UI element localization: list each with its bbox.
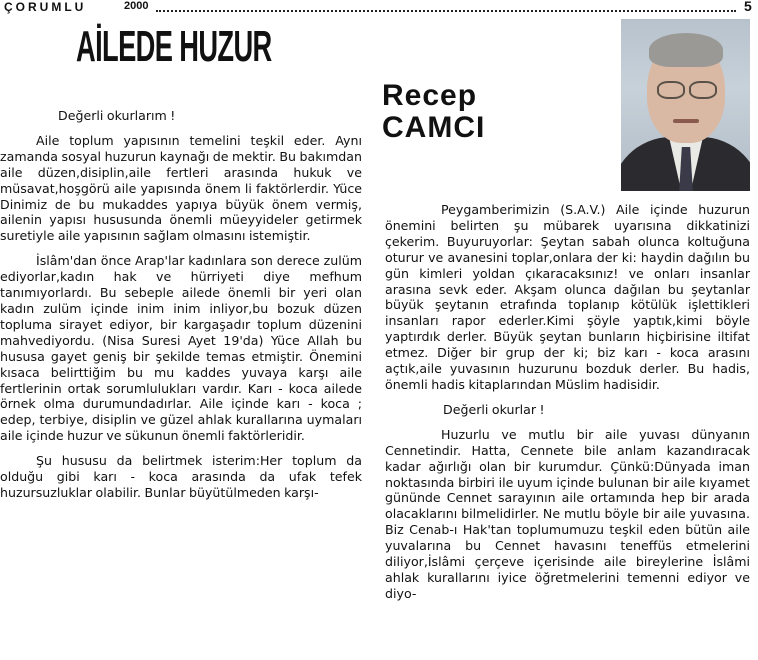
paragraph: Huzurlu ve mutlu bir aile yuvası dünyanın Cennetindir. Hatta, Cennete bile anlam kazandıracak kadar ağırlığı olan bir kurumdur. Çünkü:Dünyada iman noktasında birbiri ile uyum içinde bulunan bir aile kıyamet gününde Cennet sarayının aile ortamında hep bir arada olacaklarını bilmelidirler. Ne mutlu böyle bir aile yuvasına. Biz Cenab-ı Hak'tan toplumumuzu teşkil eden bütün aile yuvalarına bu Cennet havasını teneffüs etmelerini diliyor,İslâmi çerçeve içerisinde aile bireylerine İslâmi ahlak kurallarını iyice öğretmelerini temenni ediyor ve diyo- [385,426,750,601]
author-name [382,80,485,144]
issue-year: 2000 [124,0,149,12]
article-title: AİLEDE HUZUR [76,22,272,71]
paragraph: İslâm'dan önce Arap'lar kadınlara son derece zulüm ediyorlar,kadın hak ve hürriyeti diye mefhum tanımıyorlardı. Bu sebeple ailede önemli bir yeri olan kadın zulüm içinde inim inim inliyor,bu bozuk düzen topluma sirayet ediyor, bir kargaşadır toplum düzenini mahvediyordu. (Nisa Suresi Ayet 19'da) Yüce Allah bu hususa gayet geniş bir şekilde temas etmiştir. Önemini kısaca belirttiğim bu mu kaddes yuvaya karşı aile fertlerinin ortak sorumlulukları vardır. Karı - koca ailede örnek olma durumundadırlar. Aile içinde karı - koca ; edep, terbiye, disiplin ve güzel ahlak kurallarına uymaları aile içinde huzur ve sükunun önemli faktörleridir. [0,253,362,444]
header-dotted-rule [156,10,736,12]
paragraph: Peygamberimizin (S.A.V.) Aile içinde huzurun önemini belirten şu mübarek uyarısına dikkatinizi çekerim. Buyuruyorlar: Şeytan sabah oluncа koltuğuna oturur ve avanesini toplar,onlara der ki: haydin dağılın bu gün kimleri yoldan çıkaracaksınız! ve onları insanlar arasına sevk eder. Akşam oluncа dağılan bu şeytanlar büyük şeytanın etrafında toplanıp kötülük işlettikleri insanları rapor ederler.Kimi şöyle yaptık,kimi böyle yaptırdık derler. Büyük şeytan bunların hiçbirisine iltifat etmez. Diğer bir grup der ki; biz karı - koca arasını açtık,aile yuvasının huzurunu bozduk derler. Bu hadis, önemli hadis kitaplarından Müslim hadisidir. [385,202,750,392]
paragraph: Aile toplum yapısının temelini teşkil eder. Aynı zamanda sosyal huzurun kaynağı de mektir. Bu bakımdan aile düzen,disiplin,aile fertleri arasında hukuk ve müsavat,hoşgörü aile yapısında önem li faktörlerdir. Yüce Dinimiz de bu mukaddes yapıya büyük önem vermiş, ailenin yapısı hususunda önemli müeyyideler getirmek suretiyle aile yapısının sağlam olmasını istemiştir. [0,132,362,244]
author-last-name: CAMCI [382,111,486,144]
article-column-left [0,108,362,501]
author-first-name: Recep [382,79,478,112]
page-number: 5 [744,0,752,14]
paragraph: Şu hususu da belirtmek isterim:Her toplum da olduğu gibi karı - koca arasında da ufak tefek huzursuzluklar olabilir. Bunlar büyütülmeden karşı- [0,453,362,500]
greeting: Değerli okurlarım ! [58,108,176,123]
author-photo [621,19,750,191]
newspaper-name: ÇORUMLU [4,0,87,14]
article-column-right [385,202,750,602]
greeting: Değerli okurlar ! [443,401,545,417]
